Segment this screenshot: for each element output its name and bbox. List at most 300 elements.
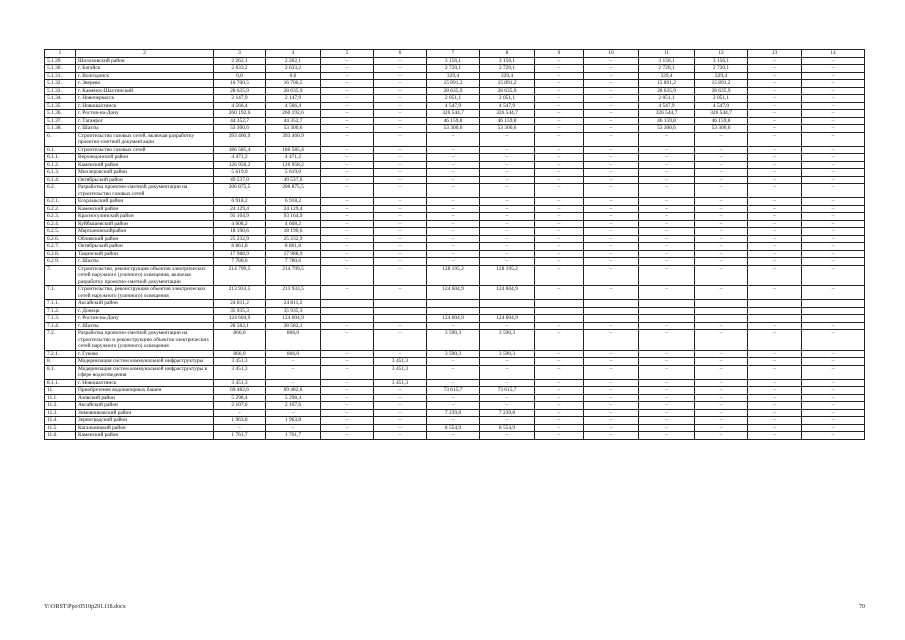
value-cell: – [321,213,374,221]
value-cell: 28 582,1 [266,322,321,330]
value-cell: – [695,379,748,387]
value-cell: 2 262,1 [266,57,321,65]
value-cell: – [374,213,427,221]
value-cell: 28 635,9 [639,87,695,95]
value-cell: – [748,432,802,440]
value-cell: – [748,169,802,177]
value-cell: – [427,154,480,162]
value-cell: – [639,213,695,221]
value-cell [802,300,865,308]
row-index-cell: 5.1.38. [45,125,76,133]
value-cell: 93 164,9 [214,213,266,221]
value-cell [695,315,748,323]
row-name-cell: г. Зверево [76,80,214,88]
value-cell: 2 147,9 [266,95,321,103]
value-cell: – [374,243,427,251]
value-cell: 7 239,8 [480,409,535,417]
value-cell: 46 159,8 [639,117,695,125]
value-cell: 3 451,3 [374,365,427,379]
value-cell: – [535,184,584,198]
value-cell: 3 156,1 [427,57,480,65]
value-cell: – [427,205,480,213]
value-cell: 3 451,3 [214,379,266,387]
value-cell: – [480,198,535,206]
row-index-cell: 5.1.33. [45,87,76,95]
file-path-footer: Y:\ORST\Ppo\0510p291.f18.docx [44,604,126,610]
value-cell: – [639,379,695,387]
column-number-cell: 8 [480,50,535,58]
value-cell: – [535,72,584,80]
value-cell [639,315,695,323]
column-number-cell: 14 [802,50,865,58]
value-cell: – [802,424,865,432]
row-index-cell: 6. [45,132,76,146]
value-cell [480,300,535,308]
row-index-cell: 11.1. [45,394,76,402]
value-cell: – [802,205,865,213]
value-cell: – [321,265,374,286]
value-cell: 17 988,9 [266,250,321,258]
value-cell: – [639,154,695,162]
value-cell: – [427,220,480,228]
value-cell: 6 918,2 [266,198,321,206]
value-cell: – [535,424,584,432]
value-cell: – [535,358,584,366]
row-index-cell: 11.3. [45,409,76,417]
value-cell: 329,4 [639,72,695,80]
value-cell: – [639,161,695,169]
table-row [45,330,865,351]
row-index-cell: 7.1.2. [45,307,76,315]
value-cell: – [802,184,865,198]
value-cell: – [535,117,584,125]
value-cell: – [802,125,865,133]
value-cell: – [584,176,639,184]
value-cell: 2 262,1 [214,57,266,65]
value-cell: – [748,417,802,425]
value-cell: – [480,358,535,366]
value-cell: – [639,146,695,154]
value-cell: – [535,176,584,184]
value-cell: – [748,379,802,387]
value-cell: – [535,205,584,213]
value-cell: 329,4 [695,72,748,80]
value-cell: – [695,228,748,236]
value-cell: 53 300,6 [266,125,321,133]
value-cell: – [480,432,535,440]
row-index-cell: 7.1. [45,286,76,300]
value-cell: – [374,432,427,440]
value-cell: – [584,65,639,73]
value-cell: – [535,228,584,236]
value-cell: – [480,235,535,243]
value-cell: 213 933,5 [214,286,266,300]
value-cell: – [748,154,802,162]
table-row [45,176,865,184]
value-cell: – [321,102,374,110]
value-cell: – [639,184,695,198]
value-cell: – [802,432,865,440]
value-cell: – [535,365,584,379]
value-cell: – [480,402,535,410]
value-cell: 128 195,2 [480,265,535,286]
value-cell [584,300,639,308]
value-cell: 7 780,6 [266,258,321,266]
value-cell: – [748,330,802,351]
value-cell: – [584,228,639,236]
value-cell: – [584,424,639,432]
value-cell: – [802,322,865,330]
value-cell: – [748,184,802,198]
value-cell: – [584,102,639,110]
value-cell: 5 298,4 [214,394,266,402]
value-cell: – [802,169,865,177]
value-cell: – [321,228,374,236]
column-number-cell: 4 [266,50,321,58]
value-cell: 3 451,3 [374,379,427,387]
value-cell: – [639,387,695,395]
row-index-cell: 7.1.1. [45,300,76,308]
value-cell: – [427,198,480,206]
value-cell: 124 604,9 [214,315,266,323]
value-cell: – [639,424,695,432]
row-index-cell: 6.1.1. [45,154,76,162]
value-cell: – [802,265,865,286]
value-cell: – [748,125,802,133]
value-cell: 214 799,5 [266,265,321,286]
value-cell: – [480,250,535,258]
value-cell: – [374,402,427,410]
value-cell: – [427,402,480,410]
value-cell: – [639,358,695,366]
value-cell: – [535,220,584,228]
table-row [45,358,865,366]
value-cell: – [535,265,584,286]
row-name-cell: г. Новочеркасск [76,95,214,103]
value-cell: 44 352,7 [214,117,266,125]
value-cell: – [802,110,865,118]
value-cell: 73 615,7 [480,387,535,395]
row-name-cell: Аксайский район [76,300,214,308]
value-cell: – [695,424,748,432]
value-cell: 213 933,5 [266,286,321,300]
value-cell: – [584,286,639,300]
value-cell: 3 156,1 [695,57,748,65]
column-number-cell: 6 [374,50,427,58]
value-cell: – [480,169,535,177]
table-row [45,205,865,213]
value-cell: – [695,286,748,300]
value-cell: – [748,358,802,366]
value-cell: – [748,228,802,236]
value-cell: – [266,424,321,432]
value-cell: – [321,322,374,330]
value-cell: – [535,330,584,351]
row-name-cell: г. Донецк [76,307,214,315]
value-cell: – [321,146,374,154]
row-name-cell: Каменский район [76,432,214,440]
value-cell: – [802,95,865,103]
value-cell: – [802,80,865,88]
value-cell: – [802,220,865,228]
value-cell: – [321,110,374,118]
value-cell: – [321,57,374,65]
row-name-cell: г. Шахты [76,125,214,133]
value-cell: 7 239,8 [427,409,480,417]
value-cell: 326 544,7 [427,110,480,118]
value-cell: – [321,250,374,258]
value-cell: – [802,387,865,395]
value-cell: 28 582,1 [214,322,266,330]
value-cell: 8 554,9 [480,424,535,432]
value-cell: – [695,258,748,266]
value-cell: – [535,154,584,162]
value-cell: – [321,95,374,103]
table-row [45,409,865,417]
value-cell: – [535,258,584,266]
row-index-cell: 6.2.6. [45,235,76,243]
value-cell: 15 891,2 [480,80,535,88]
value-cell: – [480,394,535,402]
table-row [45,87,865,95]
table-row [45,300,865,308]
value-cell: – [427,213,480,221]
value-cell: – [374,72,427,80]
value-cell: 3 451,3 [214,358,266,366]
value-cell: – [639,228,695,236]
value-cell: – [321,358,374,366]
row-index-cell: 8.1. [45,365,76,379]
value-cell: – [214,409,266,417]
row-name-cell: Каменский район [76,161,214,169]
value-cell: 73 615,7 [427,387,480,395]
value-cell: – [374,184,427,198]
value-cell: – [427,250,480,258]
row-name-cell: г. Волгодонск [76,72,214,80]
table-row [45,161,865,169]
row-name-cell: Октябрьский район [76,243,214,251]
value-cell: – [374,286,427,300]
value-cell: 3 590,3 [427,350,480,358]
value-cell: 4 608,2 [266,220,321,228]
value-cell: – [374,205,427,213]
value-cell: – [748,250,802,258]
value-cell: 69 482,6 [214,387,266,395]
value-cell [321,300,374,308]
value-cell: – [321,80,374,88]
value-cell: 15 891,2 [695,80,748,88]
value-cell: 28 635,9 [695,87,748,95]
value-cell: 5 619,0 [266,169,321,177]
value-cell: 3 156,1 [639,57,695,65]
row-name-cell: Зерноградский район [76,417,214,425]
table-row [45,228,865,236]
value-cell: 7 780,6 [214,258,266,266]
column-number-cell: 2 [76,50,214,58]
value-cell: – [480,146,535,154]
value-cell: – [374,350,427,358]
value-cell: – [802,286,865,300]
value-cell: 4 547,9 [639,102,695,110]
value-cell: – [748,243,802,251]
value-cell: 44 352,7 [266,117,321,125]
table-row [45,117,865,125]
value-cell: – [802,365,865,379]
value-cell: – [427,417,480,425]
value-cell: – [584,432,639,440]
value-cell: – [321,72,374,80]
value-cell: 2 107,6 [214,402,266,410]
column-number-cell: 13 [748,50,802,58]
value-cell: – [584,243,639,251]
value-cell: – [695,387,748,395]
value-cell: – [427,176,480,184]
value-cell: 16 700,5 [266,80,321,88]
value-cell: – [321,154,374,162]
table-row [45,220,865,228]
row-name-cell: Аксайский район [76,402,214,410]
value-cell: – [535,379,584,387]
row-name-cell: Кагальницкий район [76,424,214,432]
row-name-cell: Модернизация систем коммунальной инфраструктуры в сфере водоотведения [76,365,214,379]
row-index-cell: 6.2.8. [45,250,76,258]
value-cell: 206 875,5 [214,184,266,198]
value-cell: – [374,235,427,243]
row-name-cell: Тацинский район [76,250,214,258]
table-row [45,379,865,387]
value-cell: – [321,87,374,95]
value-cell: – [535,132,584,146]
value-cell: 126 958,2 [266,161,321,169]
value-cell: – [321,409,374,417]
value-cell: – [480,213,535,221]
value-cell: – [639,169,695,177]
value-cell: 4 566,4 [266,102,321,110]
table-row [45,169,865,177]
value-cell: – [374,387,427,395]
table-row [45,213,865,221]
value-cell: – [748,286,802,300]
value-cell: – [584,184,639,198]
value-cell: – [535,250,584,258]
value-cell: 53 300,6 [427,125,480,133]
value-cell: 53 300,6 [639,125,695,133]
value-cell: 53 300,6 [214,125,266,133]
value-cell: – [480,258,535,266]
value-cell: – [695,409,748,417]
value-cell: – [480,184,535,198]
value-cell: – [427,258,480,266]
table-row [45,72,865,80]
row-name-cell: Обливский район [76,235,214,243]
value-cell: – [584,220,639,228]
value-cell: – [748,424,802,432]
value-cell: – [695,243,748,251]
value-cell [374,300,427,308]
column-number-cell: 7 [427,50,480,58]
row-index-cell: 7.1.4. [45,322,76,330]
value-cell: – [266,379,321,387]
value-cell: – [321,220,374,228]
value-cell: – [748,394,802,402]
value-cell: 53 300,6 [480,125,535,133]
value-cell: – [748,213,802,221]
value-cell: – [321,235,374,243]
value-cell: – [584,132,639,146]
value-cell: – [639,198,695,206]
value-cell: – [748,65,802,73]
row-index-cell: 11.6. [45,432,76,440]
value-cell: – [321,176,374,184]
value-cell: 46 159,8 [480,117,535,125]
value-cell: – [535,243,584,251]
table-row [45,110,865,118]
value-cell [748,315,802,323]
value-cell: 49 537,0 [266,176,321,184]
row-name-cell: г. Шахты [76,258,214,266]
value-cell: – [374,322,427,330]
table-row [45,286,865,300]
value-cell: – [639,330,695,351]
row-index-cell: 11.5. [45,424,76,432]
value-cell: – [639,394,695,402]
value-cell: – [374,169,427,177]
row-name-cell: Модернизация систем коммунальной инфраструктуры [76,358,214,366]
value-cell: – [427,132,480,146]
value-cell: – [802,154,865,162]
value-cell: 8 554,9 [427,424,480,432]
value-cell: – [480,379,535,387]
row-name-cell: Каменский район [76,205,214,213]
value-cell: – [639,205,695,213]
value-cell: 260 192,6 [214,110,266,118]
value-cell: – [748,409,802,417]
row-index-cell: 5.1.31. [45,72,76,80]
table-row [45,235,865,243]
value-cell: – [802,258,865,266]
value-cell: 49 537,0 [214,176,266,184]
value-cell: 393 460,9 [266,132,321,146]
value-cell: – [584,205,639,213]
value-cell: – [584,117,639,125]
row-index-cell: 5.1.30. [45,65,76,73]
value-cell: – [584,87,639,95]
value-cell: – [748,72,802,80]
header-row [45,50,865,58]
value-cell: 24 129,4 [214,205,266,213]
row-name-cell: г. Ростов-на-Дону [76,110,214,118]
value-cell: 3 590,3 [427,330,480,351]
row-index-cell: 5.1.35. [45,102,76,110]
value-cell: 124 604,9 [427,286,480,300]
value-cell: – [695,205,748,213]
value-cell: 3 451,3 [374,358,427,366]
value-cell [321,307,374,315]
value-cell: – [374,394,427,402]
value-cell [639,300,695,308]
value-cell: – [321,387,374,395]
table-row [45,322,865,330]
row-name-cell: г. Гуково [76,350,214,358]
value-cell: – [639,250,695,258]
value-cell: – [639,365,695,379]
value-cell: – [584,417,639,425]
value-cell: – [535,402,584,410]
value-cell: 18 190,6 [214,228,266,236]
value-cell [535,307,584,315]
row-index-cell: 5.1.32. [45,80,76,88]
value-cell: – [374,65,427,73]
